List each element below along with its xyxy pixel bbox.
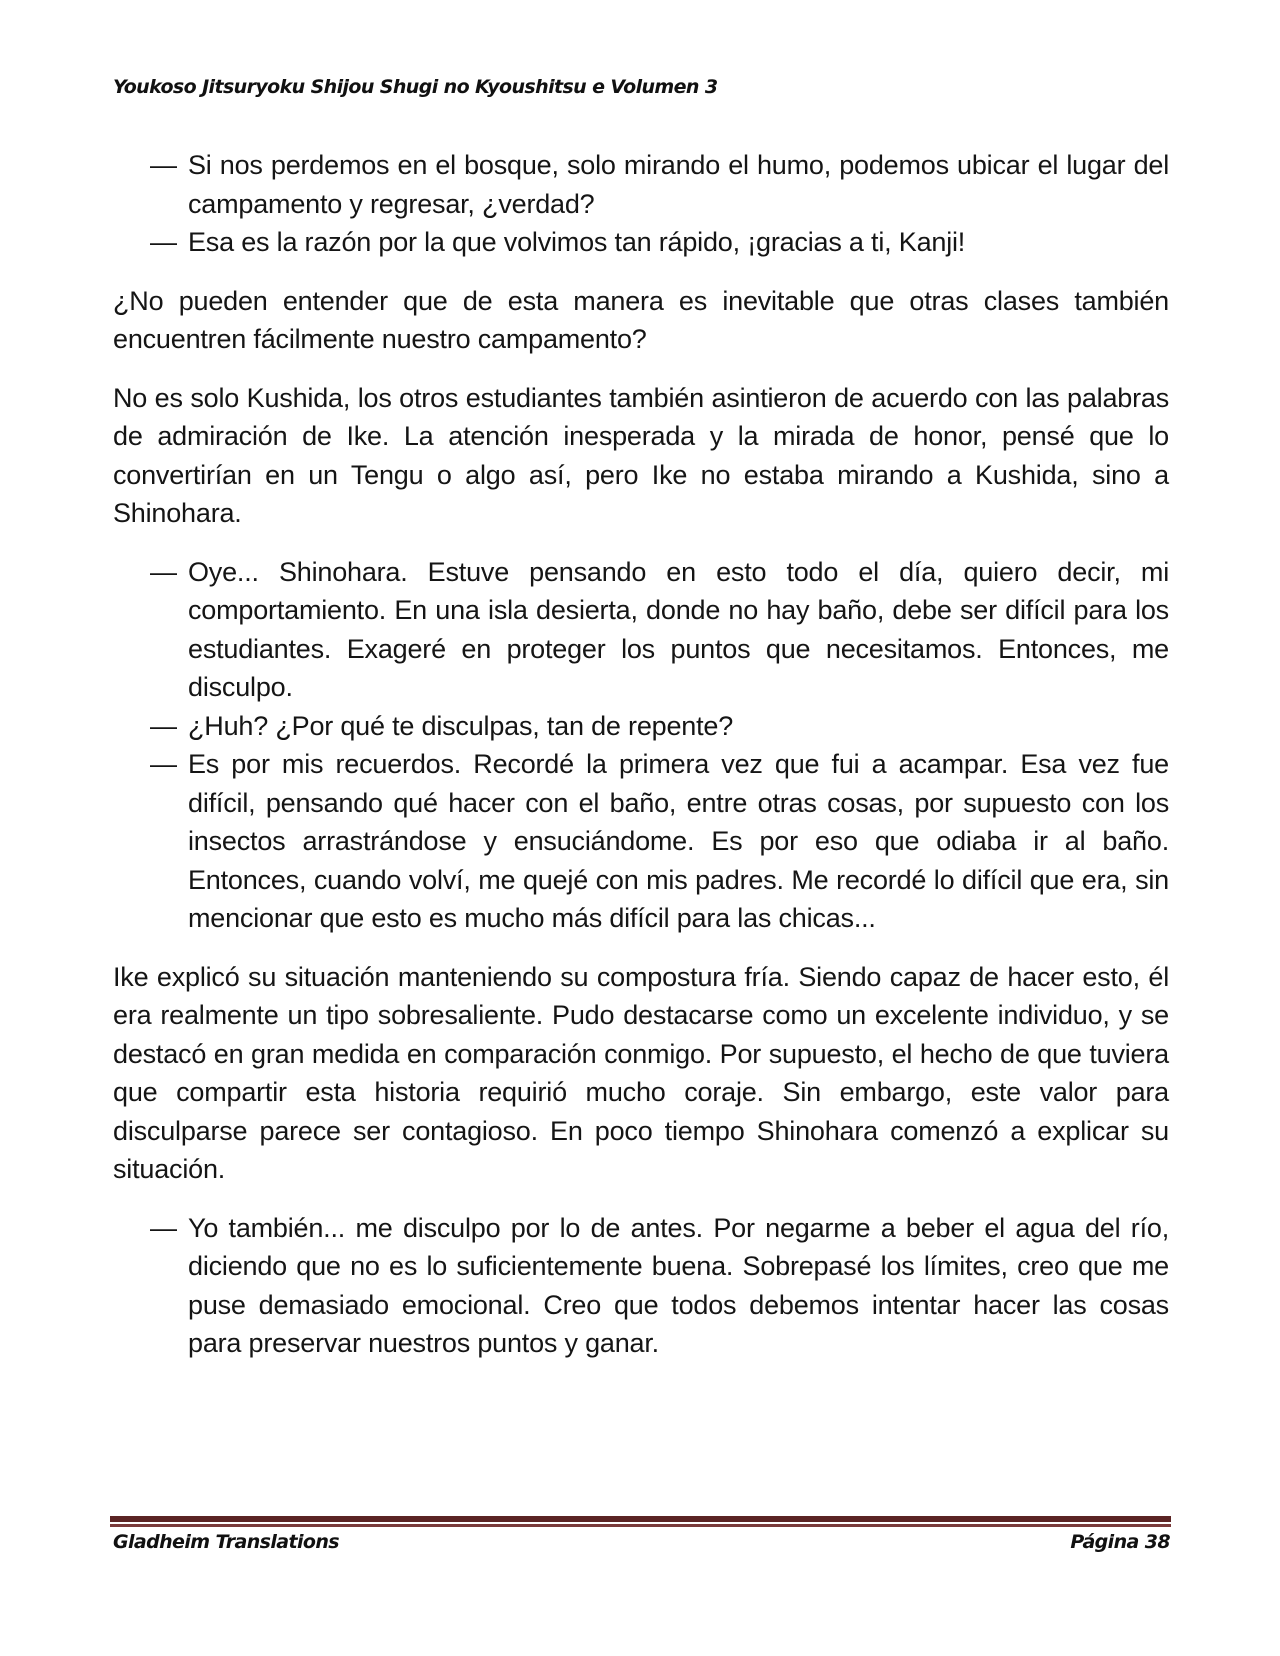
dialog-text: Yo también... me disculpo por lo de antes. Por negarme a beber el agua del río, diciendo que no es lo suficientemente buena. Sobrepasé los límites, creo que me puse demasiado emocional. Creo que todos debemos intentar hacer las cosas para preservar nuestros puntos y ganar. (188, 1212, 1169, 1358)
dialog-text: Oye... Shinohara. Estuve pensando en esto todo el día, quiero decir, mi comportamiento. En una isla desierta, donde no hay baño, debe ser difícil para los estudiantes. Exageré en proteger los puntos que necesitamos. Entonces, me disculpo. (188, 556, 1169, 702)
dialog-text: ¿Huh? ¿Por qué te disculpas, tan de repente? (188, 710, 734, 741)
dialog-text: Si nos perdemos en el bosque, solo mirando el humo, podemos ubicar el lugar del campamento y regresar, ¿verdad? (188, 150, 1169, 219)
dialog-line (113, 707, 1169, 746)
dialog-text: Es por mis recuerdos. Recordé la primera vez que fui a acampar. Esa vez fue difícil, pensando qué hacer con el baño, entre otras cosas, por supuesto con los insectos arrastrándose y ensuciándome. Es por eso que odiaba ir al baño. Entonces, cuando volví, me quejé con mis padres. Me recordé lo difícil que era, sin mencionar que esto es mucho más difícil para las chicas... (188, 749, 1169, 933)
paragraph: Ike explicó su situación manteniendo su compostura fría. Siendo capaz de hacer esto, él era realmente un tipo sobresaliente. Pudo destacarse como un excelente individuo, y se destacó en gran medida en comparación conmigo. Por supuesto, el hecho de que tuviera que compartir esta historia requirió mucho coraje. Sin embargo, este valor para disculparse parece ser contagioso. En poco tiempo Shinohara comenzó a explicar su situación. (113, 961, 1169, 1184)
footer-translator: Gladheim Translations (113, 1531, 339, 1553)
dialog-line (113, 1209, 1169, 1363)
dialog-dash: — (150, 150, 177, 180)
dialog-text: Esa es la razón por la que volvimos tan rápido, ¡gracias a ti, Kanji! (188, 227, 966, 257)
dialog-group-1 (113, 146, 1169, 262)
dialog-dash: — (150, 749, 177, 779)
dialog-group-3 (113, 1209, 1169, 1363)
running-header: Youkoso Jitsuryoku Shijou Shugi no Kyoushitsu e Volumen 3 (113, 76, 718, 98)
page-body (113, 146, 1169, 1383)
dialog-line (113, 553, 1169, 707)
dialog-dash: — (150, 1212, 177, 1243)
dialog-dash: — (150, 710, 177, 741)
paragraph: No es solo Kushida, los otros estudiantes también asintieron de acuerdo con las palabras de admiración de Ike. La atención inesperada y la mirada de honor, pensé que lo convertirían en un Tengu o algo así, pero Ike no estaba mirando a Kushida, sino a Shinohara. (113, 382, 1169, 528)
dialog-dash: — (150, 227, 177, 257)
dialog-group-2 (113, 553, 1169, 938)
dialog-line (113, 745, 1169, 938)
paragraph: ¿No pueden entender que de esta manera es inevitable que otras clases también encuentren fácilmente nuestro campamento? (113, 285, 1169, 354)
dialog-dash: — (150, 556, 177, 587)
dialog-line (113, 146, 1169, 223)
page-number: Página 38 (1070, 1531, 1170, 1553)
dialog-line (113, 223, 1169, 262)
footer-divider (110, 1516, 1171, 1524)
